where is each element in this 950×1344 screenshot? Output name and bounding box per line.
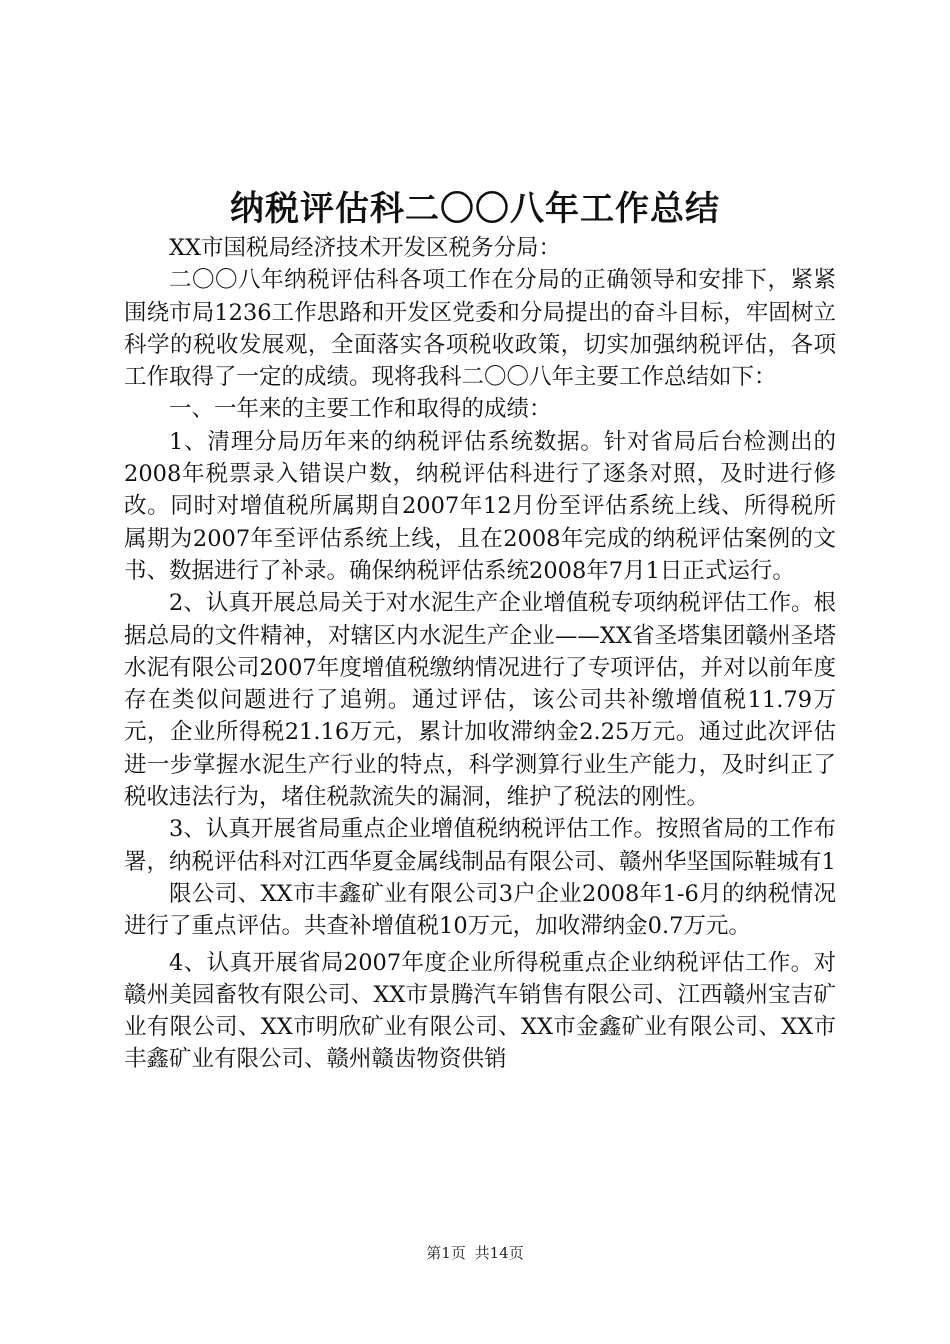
item-3-paragraph: 3、认真开展省局重点企业增值税纳税评估工作。按照省局的工作布署，纳税评估科对江西华夏金属线制品有限公司、赣州华坚国际鞋城有1: [124, 816, 836, 875]
page-total: 共14页: [474, 1244, 524, 1262]
page-footer: [0, 1243, 950, 1263]
section-heading: 一、一年来的主要工作和取得的成绩：: [169, 396, 552, 423]
salutation-paragraph: XX市国税局经济技术开发区税务分局：: [169, 235, 562, 261]
document-body: [124, 232, 836, 1076]
item-3-continuation-paragraph: 限公司、XX市丰鑫矿业有限公司3户企业2008年1-6月的纳税情况进行了重点评估。共查补增值税10万元，加收滞纳金0.7万元。: [124, 880, 836, 940]
document-title: 纳税评估科二〇〇八年工作总结: [230, 189, 720, 229]
item-2-paragraph: 2、认真开展总局关于对水泥生产企业增值税专项纳税评估工作。根据总局的文件精神，对辖区内水泥生产企业——XX省圣塔集团赣州圣塔水泥有限公司2007年度增值税缴纳情况进行了专项评估，并对以前年度存在类似问题进行了追朔。通过评估，该公司共补缴增值税11.79万元，企业所得税21.16万元，累计加收滞纳金2.25万元。通过此次评估进一步掌握水泥生产行业的特点，科学测算行业生产能力，及时纠正了税收违法行为，堵住税款流失的漏洞，维护了税法的刚性。: [124, 590, 836, 811]
item-4-paragraph: 4、认真开展省局2007年度企业所得税重点企业纳税评估工作。对赣州美园畜牧有限公司、XX市景腾汽车销售有限公司、江西赣州宝吉矿业有限公司、XX市明欣矿业有限公司、XX市金鑫矿业有限公司、XX市丰鑫矿业有限公司、赣州赣齿物资供销: [124, 949, 836, 1073]
item-1-paragraph: 1、清理分局历年来的纳税评估系统数据。针对省局后台检测出的2008年税票录入错误户数，纳税评估科进行了逐条对照，及时进行修改。同时对增值税所属期自2007年12月份至评估系统上线、所得税所属期为2007年至评估系统上线，且在2008年完成的纳税评估案例的文书、数据进行了补录。确保纳税评估系统2008年7月1日正式运行。: [124, 428, 836, 584]
intro-paragraph: 二〇〇八年纳税评估科各项工作在分局的正确领导和安排下，紧紧围绕市局1236工作思路和开发区党委和分局提出的奋斗目标，牢固树立科学的税收发展观，全面落实各项税收政策，切实加强纳税评估，各项工作取得了一定的成绩。现将我科二〇〇八年主要工作总结如下：: [124, 267, 836, 391]
page-number: 第1页: [426, 1244, 466, 1262]
